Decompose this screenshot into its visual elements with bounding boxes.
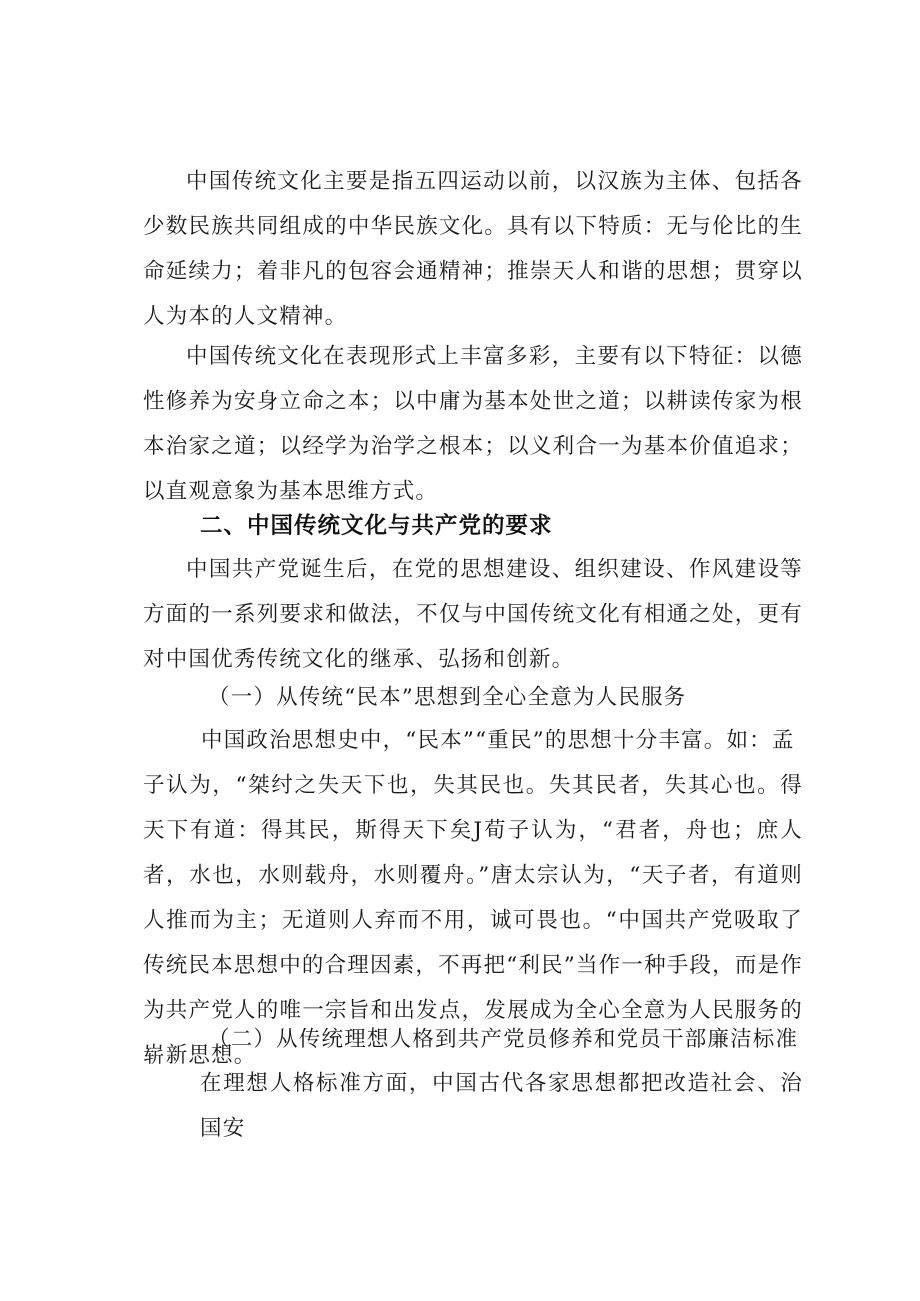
section-heading: 二、中国传统文化与共产党的要求: [200, 513, 553, 539]
subheading-ideal-personality: （二）从传统理想人格到共产党员修养和党员干部廉洁标准: [208, 1027, 799, 1052]
paragraph-minben-body: 子认为，“桀纣之失天下也，失其民也。失其民者，失其心也。得天下有道：得其民，斯得天下矣J荀子认为，“君者，舟也；庶人者，水也，水则载舟，水则覆舟。”唐太宗认为，“天子者，有道则人推而为主；无道则人弃而不用，诚可畏也。“中国共产党吸取了传统民本思想中的合理因素，不再把“利民”当作一种手段，而是作为共产党人的唯一宗旨和出发点，发展成为全心全意为人民服务的崭新思想。: [143, 773, 803, 1068]
paragraph-minben-first-line: 中国政治思想史中，“民本”“重民”的思想十分丰富。如：孟: [201, 728, 795, 753]
subheading-people-oriented: （一）从传统“民本”思想到全心全意为人民服务: [208, 685, 687, 710]
paragraph-traditional-culture-features: 中国传统文化在表现形式上丰富多彩，主要有以下特征：以德性修养为安身立命之本；以中庸为基本处世之道；以耕读传家为根本治家之道；以经学为治学之根本；以义利合一为基本价值追求；以直观意象为基本思维方式。: [143, 344, 803, 504]
paragraph-ideal-personality: 在理想人格标准方面，中国古代各家思想都把改造社会、治国安: [200, 1071, 803, 1141]
paragraph-party-requirements: 中国共产党诞生后，在党的思想建设、组织建设、作风建设等方面的一系列要求和做法，不仅与中国传统文化有相通之处，更有对中国优秀传统文化的继承、弘扬和创新。: [143, 557, 803, 672]
paragraph-traditional-culture-definition: 中国传统文化主要是指五四运动以前，以汉族为主体、包括各少数民族共同组成的中华民族文化。具有以下特质：无与伦比的生命延续力；着非凡的包容会通精神；推崇天人和谐的思想；贯穿以人为本的人文精神。: [143, 169, 803, 329]
